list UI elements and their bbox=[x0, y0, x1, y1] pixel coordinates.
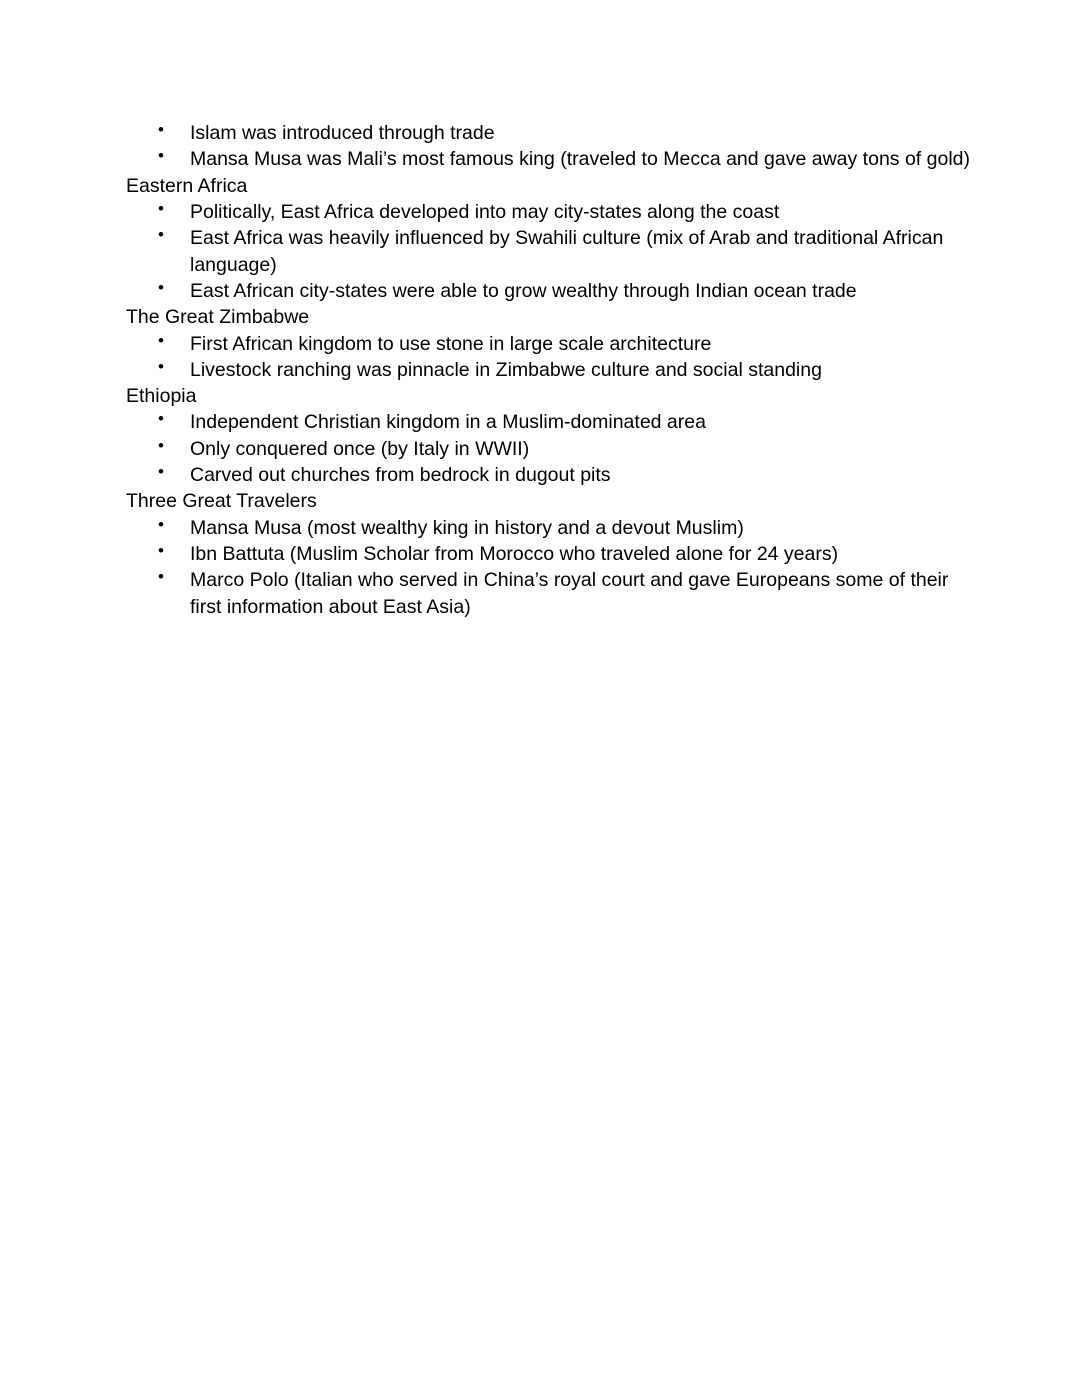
content-block bbox=[96, 120, 984, 173]
list-item: • Ibn Battuta (Muslim Scholar from Morocco who traveled alone for 24 years) bbox=[126, 541, 984, 567]
section-heading: Three Great Travelers bbox=[126, 490, 317, 513]
content-block bbox=[96, 383, 984, 488]
bullet-list bbox=[96, 120, 984, 173]
list-item: • Only conquered once (by Italy in WWII) bbox=[126, 436, 984, 462]
content-block bbox=[96, 173, 984, 305]
bullet-list bbox=[96, 331, 984, 384]
bullet-list bbox=[96, 515, 984, 620]
list-item: • Mansa Musa (most wealthy king in history and a devout Muslim) bbox=[126, 515, 984, 541]
section-heading: The Great Zimbabwe bbox=[126, 306, 310, 329]
section-heading: Eastern Africa bbox=[126, 174, 248, 197]
list-item: • Mansa Musa was Mali’s most famous king (traveled to Mecca and gave away tons of gold) bbox=[126, 146, 984, 172]
list-item: • Livestock ranching was pinnacle in Zimbabwe culture and social standing bbox=[126, 357, 984, 383]
section-heading: Ethiopia bbox=[126, 385, 197, 408]
list-item: • First African kingdom to use stone in large scale architecture bbox=[126, 331, 984, 357]
list-item: • East African city-states were able to grow wealthy through Indian ocean trade bbox=[126, 278, 984, 304]
list-item: • Politically, East Africa developed into may city-states along the coast bbox=[126, 199, 984, 225]
list-item: • Islam was introduced through trade bbox=[126, 120, 984, 146]
bullet-list bbox=[96, 409, 984, 488]
list-item: • Independent Christian kingdom in a Muslim-dominated area bbox=[126, 409, 984, 435]
content-block bbox=[96, 304, 984, 383]
content-block bbox=[96, 488, 984, 620]
list-item: • East Africa was heavily influenced by Swahili culture (mix of Arab and traditional African language) bbox=[126, 225, 984, 278]
document-body bbox=[96, 120, 984, 620]
list-item: • Marco Polo (Italian who served in China’s royal court and gave Europeans some of their first information about East Asia) bbox=[126, 567, 984, 620]
list-item: • Carved out churches from bedrock in dugout pits bbox=[126, 462, 984, 488]
bullet-list bbox=[96, 199, 984, 304]
